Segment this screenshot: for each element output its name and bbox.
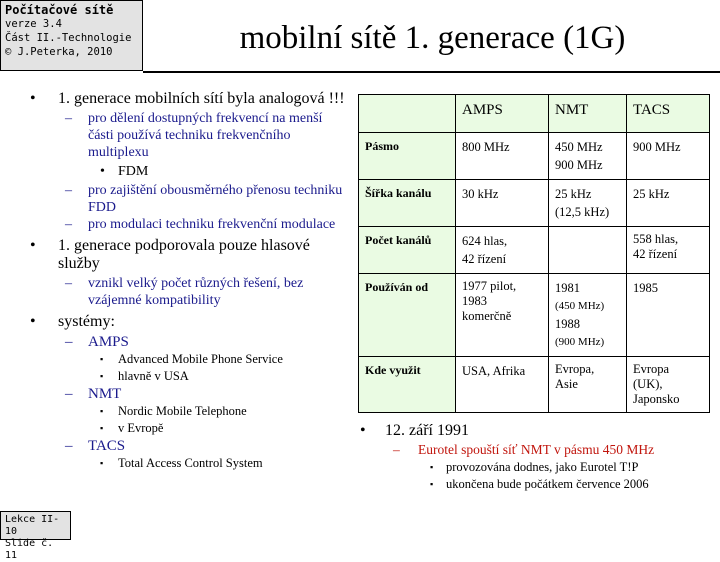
version-label: verze 3.4 (5, 18, 62, 30)
nmt-detail-1: ▪ Nordic Mobile Telephone (100, 404, 247, 418)
table-row (359, 274, 710, 357)
slide-title: mobilní sítě 1. generace (1G) (239, 20, 626, 56)
table-row (359, 357, 710, 413)
table-row (359, 180, 710, 227)
item-fdm: • FDM (100, 164, 149, 179)
table-cell (549, 227, 627, 274)
system-tacs: – TACS (65, 438, 126, 454)
table-row (359, 227, 710, 274)
author-label: © J.Peterka, 2010 (5, 46, 113, 58)
part-label: Část II.-Technologie (5, 32, 132, 44)
table-cell: 1977 pilot, 1983 komerčně (456, 274, 549, 357)
table-cell: 900 MHz (627, 133, 710, 180)
header-cell-empty (359, 95, 456, 133)
table-cell: 30 kHz (456, 180, 549, 227)
bullet-analog: • 1. generace mobilních sítí byla analogová !!! (30, 90, 350, 108)
table-cell: 800 MHz (456, 133, 549, 180)
course-name: Počítačové sítě (5, 3, 114, 17)
table-header-row (359, 95, 710, 133)
launch-event: – Eurotel spouští síť NMT v pásmu 450 MHz (393, 442, 655, 457)
slide-footer-box (0, 511, 71, 561)
row-label: Pásmo (359, 133, 456, 180)
row-label: Šířka kanálu (359, 180, 456, 227)
header-cell-tacs: TACS (627, 95, 710, 133)
course-info-box (0, 0, 143, 71)
table-cell: 624 hlas, 42 řízení (456, 227, 549, 274)
nmt-launch-note (360, 421, 720, 493)
nmt-detail-2: ▪ v Evropě (100, 421, 164, 435)
sub-bullet-compat: – vznikl velký počet různých řešení, bez vzájemné kompatibility (65, 276, 304, 308)
sub-bullet-fdd: – pro zajištění obousměrného přenosu techniku FDD (65, 183, 343, 215)
table-cell: 25 kHz (12,5 kHz) (549, 180, 627, 227)
sub-bullet-modulation: – pro modulaci techniku frekvenční modulace (65, 217, 336, 232)
tacs-detail-1: ▪ Total Access Control System (100, 456, 263, 470)
launch-date: • 12. září 1991 (360, 421, 720, 441)
table-cell: 558 hlas, 42 řízení (627, 227, 710, 274)
comparison-table (358, 94, 710, 413)
system-amps: – AMPS (65, 334, 129, 350)
launch-note-1: ▪ provozována dodnes, jako Eurotel T!P (430, 460, 639, 474)
sub-bullet-fdm: – pro dělení dostupných frekvencí na menší části používá techniku frekvenčního multiplexu (65, 111, 323, 160)
table-cell: 1981 (450 MHz) 1988 (900 MHz) (549, 274, 627, 357)
row-label: Počet kanálů (359, 227, 456, 274)
header-cell-nmt: NMT (549, 95, 627, 133)
table-row (359, 133, 710, 180)
amps-detail-1: ▪ Advanced Mobile Phone Service (100, 352, 283, 366)
table-cell: Evropa, Asie (549, 357, 627, 413)
slide-number: Slide č. 11 (5, 538, 54, 561)
bullet-systems: • systémy: (30, 313, 350, 331)
table-cell: USA, Afrika (456, 357, 549, 413)
header-divider (143, 71, 720, 73)
table-cell: Evropa (UK), Japonsko (627, 357, 710, 413)
launch-note-2: ▪ ukončena bude počátkem července 2006 (430, 477, 649, 491)
bullet-voice: • 1. generace podporovala pouze hlasové služby (30, 237, 350, 273)
table-cell: 25 kHz (627, 180, 710, 227)
row-label: Kde využit (359, 357, 456, 413)
left-bullets (30, 90, 350, 472)
row-label: Používán od (359, 274, 456, 357)
table-cell: 450 MHz 900 MHz (549, 133, 627, 180)
table-cell: 1985 (627, 274, 710, 357)
lesson-label: Lekce II-10 (5, 514, 60, 537)
amps-detail-2: ▪ hlavně v USA (100, 369, 189, 383)
header-cell-amps: AMPS (456, 95, 549, 133)
system-nmt: – NMT (65, 386, 122, 402)
